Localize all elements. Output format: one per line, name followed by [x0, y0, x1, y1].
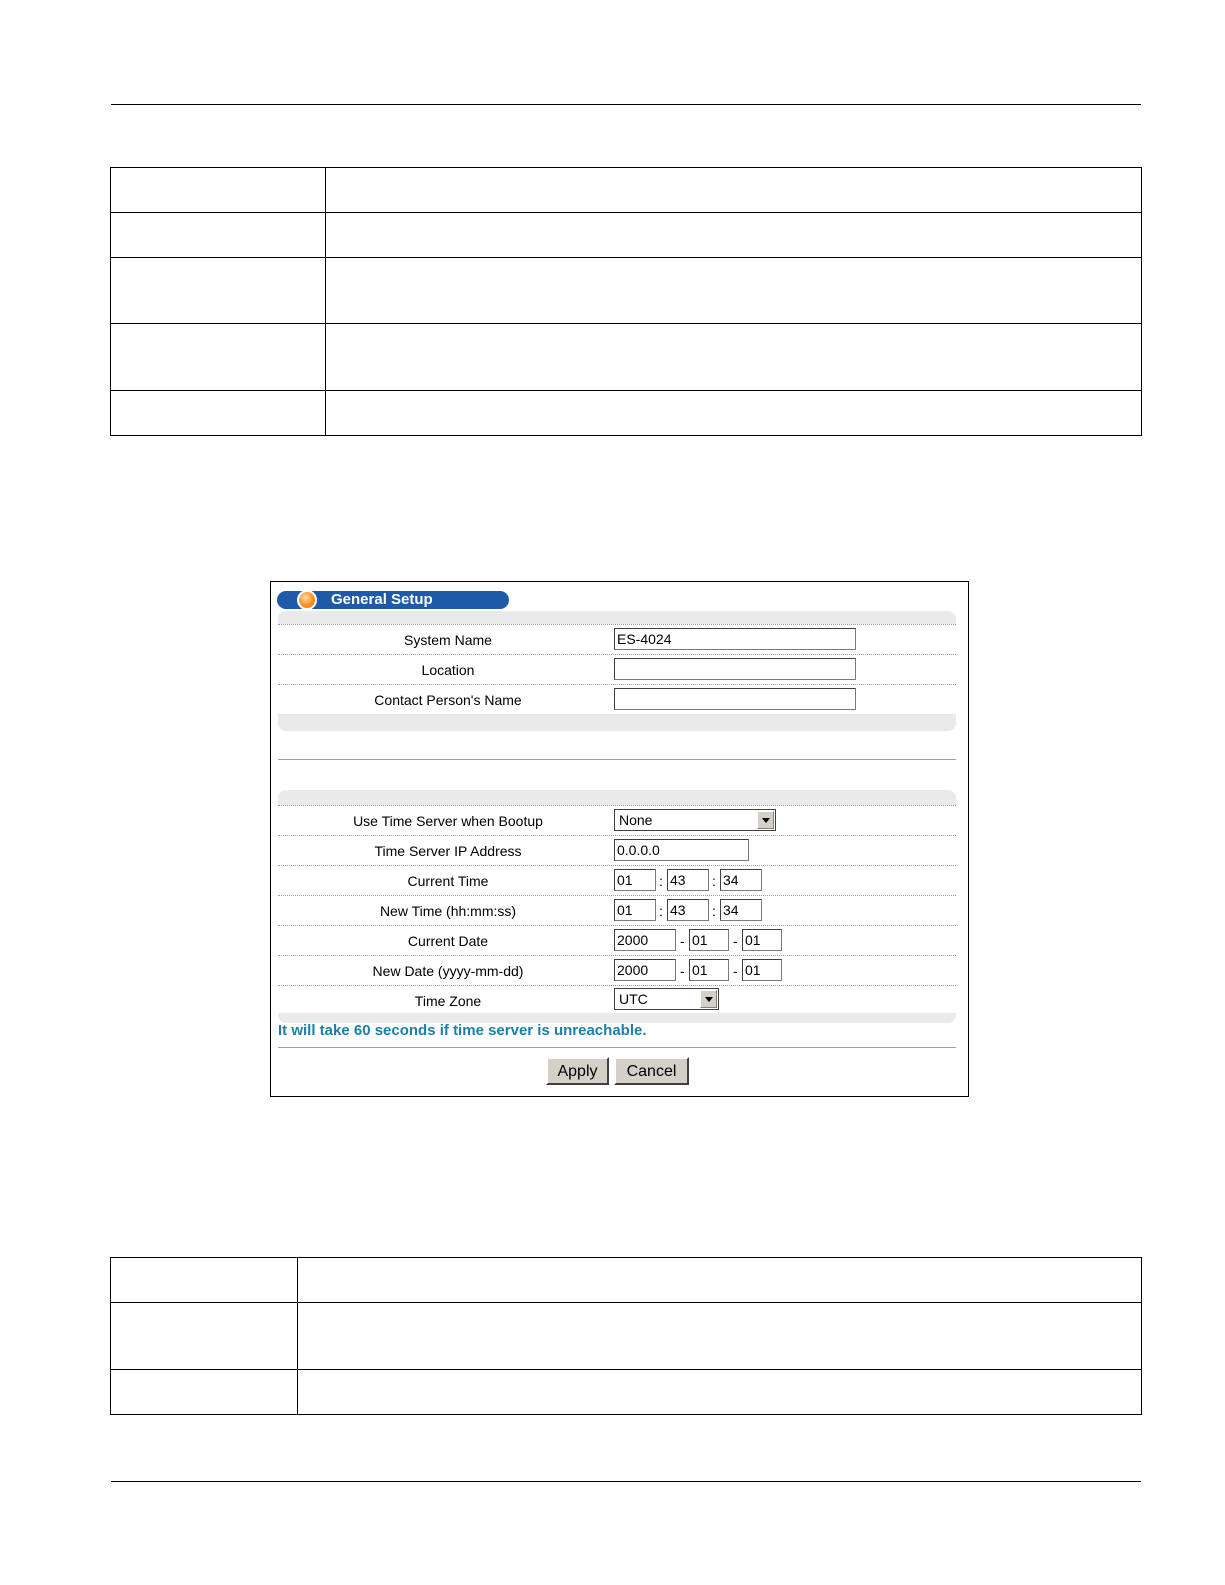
header-rule [111, 104, 1141, 105]
time-server-select[interactable] [614, 809, 776, 831]
date-separator: - [680, 963, 685, 979]
date-separator: - [733, 933, 738, 949]
new-time-row [278, 895, 956, 925]
current-date-yyyy[interactable]: 2000 [614, 929, 676, 951]
current-time-mm[interactable]: 43 [667, 869, 709, 891]
divider [278, 1047, 956, 1048]
time-settings-panel [278, 790, 956, 1023]
new-time-mm[interactable]: 43 [667, 899, 709, 921]
chevron-down-icon[interactable] [757, 811, 774, 829]
time-separator: : [659, 903, 663, 919]
new-time-label: New Time (hh:mm:ss) [379, 903, 517, 919]
current-time-row [278, 865, 956, 895]
contact-person-label: Contact Person's Name [374, 692, 522, 708]
contact-person-row [278, 684, 956, 714]
new-date-dd[interactable]: 01 [742, 959, 782, 981]
time-zone-value: UTC [619, 991, 648, 1007]
divider [278, 759, 956, 760]
table-row [111, 324, 1142, 391]
time-separator: : [712, 873, 716, 889]
new-time-ss[interactable]: 34 [720, 899, 762, 921]
system-name-input[interactable]: ES-4024 [614, 628, 856, 650]
system-name-label: System Name [404, 632, 492, 648]
current-time-ss[interactable]: 34 [720, 869, 762, 891]
time-server-row [278, 805, 956, 835]
time-server-ip-row [278, 835, 956, 865]
general-setup-screenshot [270, 581, 969, 1097]
section-banner [277, 591, 509, 609]
time-separator: : [659, 873, 663, 889]
time-server-value: None [619, 812, 653, 828]
new-date-label: New Date (yyyy-mm-dd) [372, 963, 524, 979]
table-row [111, 1258, 1142, 1303]
system-name-row [278, 624, 956, 654]
apply-button[interactable]: Apply [546, 1057, 609, 1085]
table-row [111, 168, 1142, 213]
current-date-mm[interactable]: 01 [689, 929, 729, 951]
table-row [111, 1303, 1142, 1370]
cancel-button[interactable]: Cancel [614, 1057, 689, 1085]
current-date-row [278, 925, 956, 955]
top-table [110, 167, 1142, 436]
location-row [278, 654, 956, 684]
current-time-hh[interactable]: 01 [614, 869, 656, 891]
time-separator: : [712, 903, 716, 919]
new-date-yyyy[interactable]: 2000 [614, 959, 676, 981]
table-row [111, 258, 1142, 324]
time-server-ip-label: Time Server IP Address [374, 843, 522, 859]
system-info-panel [278, 611, 956, 731]
time-zone-row [278, 985, 956, 1013]
location-input[interactable] [614, 658, 856, 680]
time-server-label: Use Time Server when Bootup [353, 813, 543, 829]
new-date-mm[interactable]: 01 [689, 959, 729, 981]
footer-rule [111, 1481, 1141, 1482]
time-zone-label: Time Zone [414, 993, 482, 1009]
table-row [111, 1370, 1142, 1415]
current-date-label: Current Date [407, 933, 489, 949]
location-label: Location [421, 662, 475, 678]
section-title: General Setup [331, 591, 433, 608]
timeout-note: It will take 60 seconds if time server is unreachable. [278, 1022, 647, 1039]
chevron-down-icon[interactable] [700, 990, 717, 1008]
current-date-dd[interactable]: 01 [742, 929, 782, 951]
time-server-ip-input[interactable]: 0.0.0.0 [614, 839, 749, 861]
time-zone-select[interactable] [614, 988, 719, 1010]
bottom-table [110, 1257, 1142, 1415]
orb-icon [297, 590, 317, 610]
new-date-row [278, 955, 956, 985]
new-time-hh[interactable]: 01 [614, 899, 656, 921]
table-row [111, 213, 1142, 258]
table-row [111, 391, 1142, 436]
date-separator: - [733, 963, 738, 979]
contact-person-input[interactable] [614, 688, 856, 710]
date-separator: - [680, 933, 685, 949]
current-time-label: Current Time [407, 873, 489, 889]
